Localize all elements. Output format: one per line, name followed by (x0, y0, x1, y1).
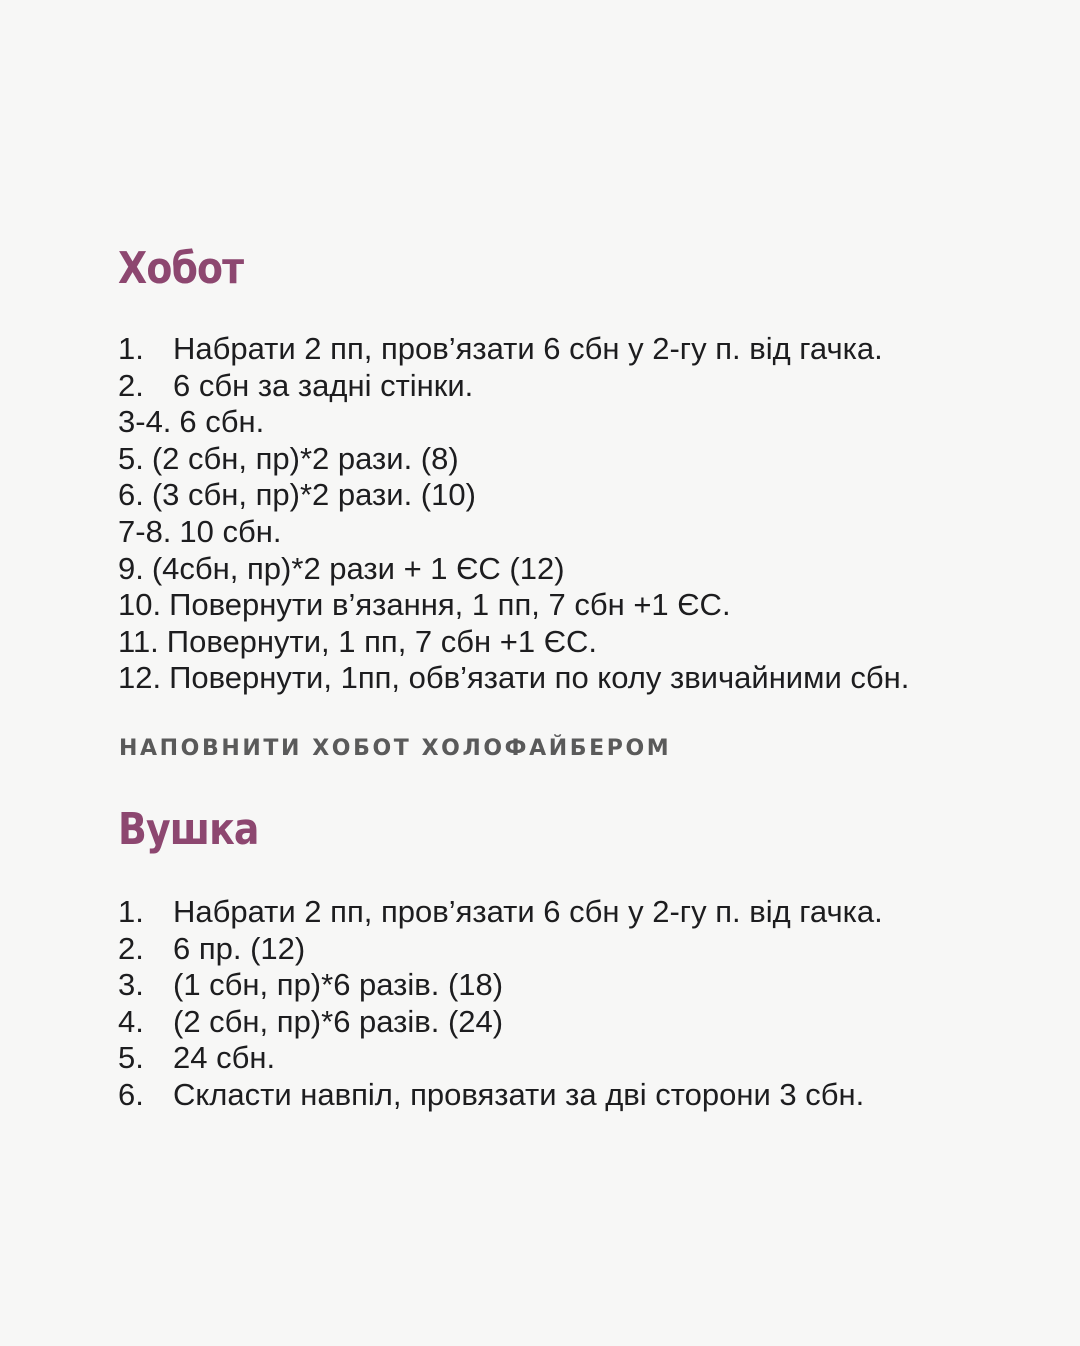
trunk-steps-list (118, 331, 909, 697)
step-number: 5. (118, 1040, 144, 1076)
list-item (118, 1077, 883, 1114)
step-text: Повернути, 1 пп, 7 сбн +1 ЄС. (166, 623, 598, 659)
step-text: 6 сбн. (179, 404, 265, 440)
step-text: Повернути, 1пп, обв’язати по колу звичайними сбн. (169, 660, 910, 696)
step-text: 6 сбн за задні стінки. (173, 367, 474, 403)
step-text: Скласти навпіл, провязати за дві сторони 3 сбн. (173, 1076, 865, 1112)
list-item (118, 551, 909, 588)
step-text: 10 сбн. (179, 513, 282, 549)
step-text: (2 сбн, пр)*2 рази. (8) (151, 440, 459, 476)
list-item (118, 587, 909, 624)
list-item (118, 404, 909, 441)
step-text: (2 сбн, пр)*6 разів. (24) (173, 1003, 504, 1039)
step-number: 9. (118, 550, 144, 586)
list-item (118, 1040, 883, 1077)
ears-steps-list (118, 894, 883, 1114)
step-number: 3. (118, 967, 144, 1003)
step-number: 5. (118, 440, 144, 476)
step-number: 4. (118, 1003, 144, 1039)
step-text: Набрати 2 пп, пров’язати 6 сбн у 2-гу п. від гачка. (173, 331, 883, 366)
section-title-ears: Вушка (118, 804, 259, 855)
step-number: 2. (118, 930, 144, 966)
section-title-trunk: Хобот (118, 243, 244, 294)
step-text: Набрати 2 пп, пров’язати 6 сбн у 2-гу п. від гачка. (173, 894, 883, 929)
step-number: 6. (118, 477, 144, 513)
step-number: 12. (118, 660, 162, 696)
list-item (118, 477, 909, 514)
step-text: (1 сбн, пр)*6 разів. (18) (173, 967, 504, 1003)
list-item (118, 967, 883, 1004)
step-number: 7-8. (118, 513, 172, 549)
list-item (118, 441, 909, 478)
step-text: (4сбн, пр)*2 рази + 1 ЄС (12) (151, 550, 565, 586)
step-number: 10. (118, 587, 162, 623)
step-number: 1. (118, 331, 144, 366)
stuffing-note: НАПОВНИТИ ХОБОТ ХОЛОФАЙБЕРОМ (119, 736, 672, 761)
step-number: 2. (118, 367, 144, 403)
list-item (118, 660, 909, 697)
step-number: 3-4. (118, 404, 172, 440)
step-text: 24 сбн. (173, 1040, 276, 1076)
list-item (118, 894, 883, 931)
list-item (118, 624, 909, 661)
list-item (118, 331, 909, 368)
list-item (118, 368, 909, 405)
step-number: 11. (118, 623, 159, 659)
list-item (118, 1004, 883, 1041)
list-item (118, 931, 883, 968)
step-text: 6 пр. (12) (173, 930, 306, 966)
step-number: 1. (118, 894, 144, 929)
step-text: Повернути в’язання, 1 пп, 7 сбн +1 ЄС. (169, 587, 731, 623)
step-text: (3 сбн, пр)*2 рази. (10) (151, 477, 476, 513)
step-number: 6. (118, 1076, 144, 1112)
list-item (118, 514, 909, 551)
